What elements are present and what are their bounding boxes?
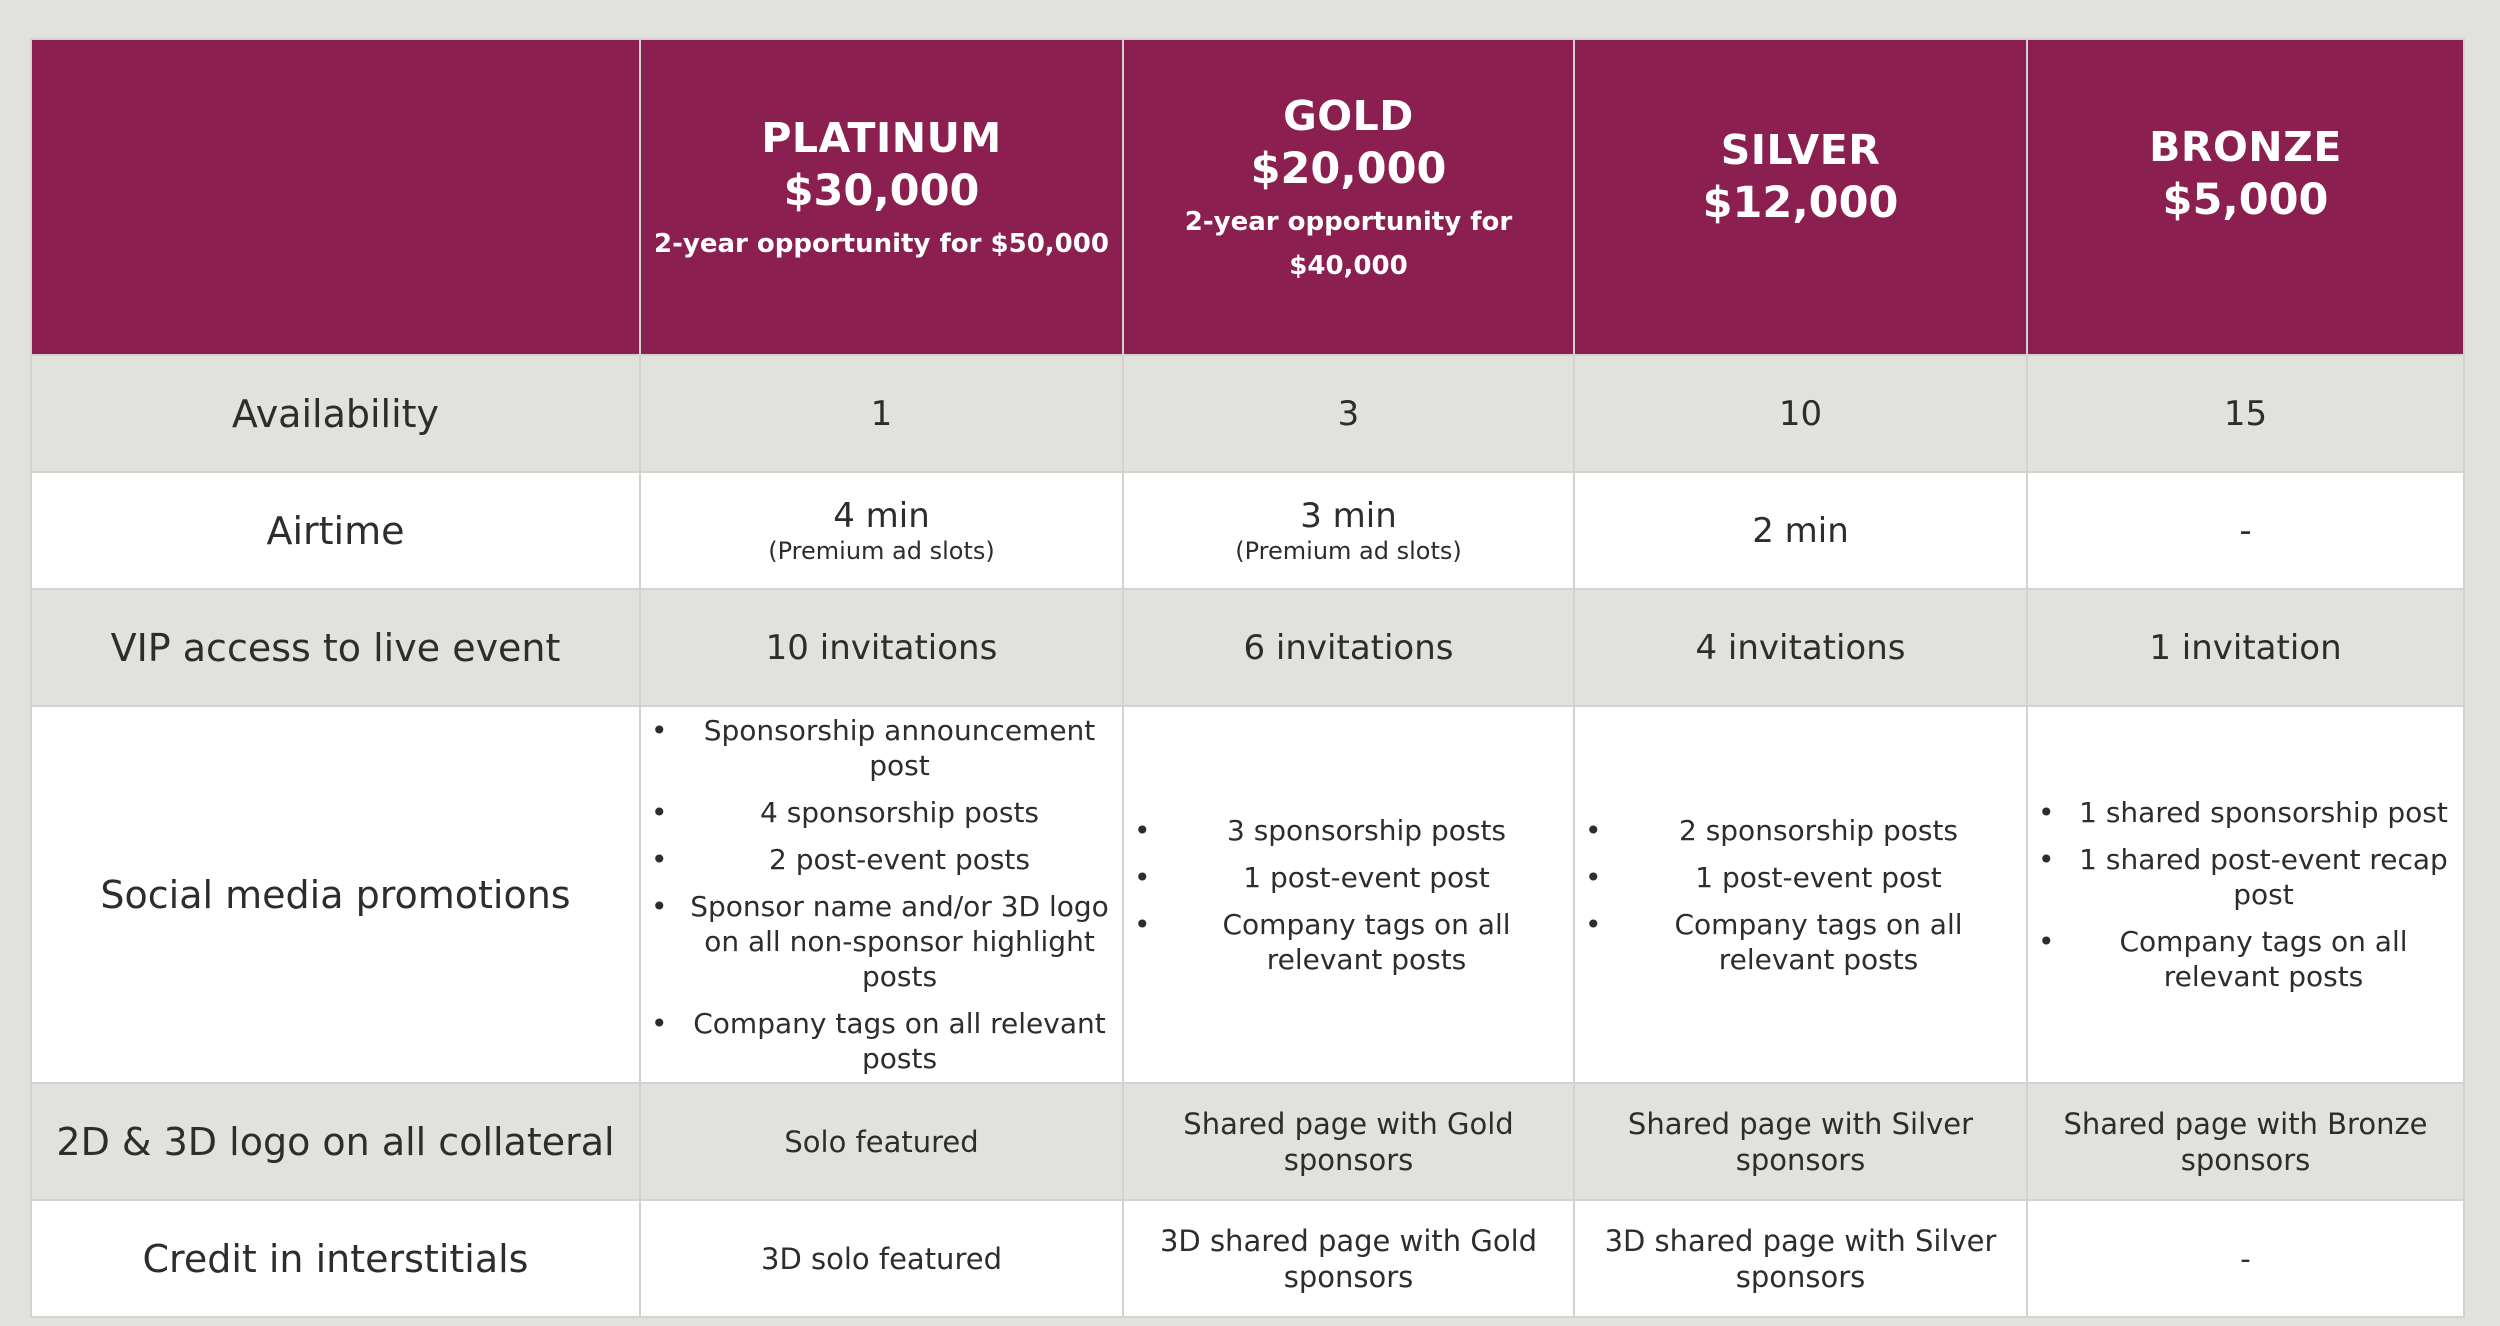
list-item-text: 2 post-event posts	[769, 843, 1030, 876]
sponsorship-tiers-table	[30, 38, 2465, 1318]
tier-name: GOLD	[1283, 92, 1414, 140]
tier-header-bronze	[2027, 39, 2464, 355]
bullet-icon: •	[2038, 843, 2055, 876]
list-item	[1130, 807, 1567, 854]
credit-bronze: -	[2027, 1200, 2464, 1317]
logo-gold: Shared page with Gold sponsors	[1123, 1083, 1574, 1200]
logo-bronze: Shared page with Bronze sponsors	[2027, 1083, 2464, 1200]
credit-platinum: 3D solo featured	[640, 1200, 1123, 1317]
tier-price: $30,000	[783, 166, 980, 216]
tier-price: $12,000	[1702, 178, 1899, 228]
logo-platinum: Solo featured	[640, 1083, 1123, 1200]
airtime-bronze: -	[2027, 472, 2464, 589]
tier-header-row	[31, 39, 2464, 355]
social-platinum	[640, 706, 1123, 1083]
bullet-icon: •	[2038, 796, 2055, 829]
list-item	[1130, 901, 1567, 983]
list-item	[647, 883, 1116, 1000]
list-item-text: Company tags on all relevant posts	[2119, 925, 2408, 993]
list-item	[647, 1000, 1116, 1082]
bullet-icon: •	[651, 1007, 668, 1040]
airtime-note: (Premium ad slots)	[1235, 536, 1462, 565]
list-item	[2034, 918, 2457, 1000]
tier-header-gold	[1123, 39, 1574, 355]
list-item	[1581, 854, 2020, 901]
tier-price: $20,000	[1250, 144, 1447, 194]
social-bronze	[2027, 706, 2464, 1083]
list-item-text: 2 sponsorship posts	[1678, 813, 1959, 847]
tier-name: PLATINUM	[761, 114, 1002, 162]
tier-header-silver	[1574, 39, 2027, 355]
bullet-icon: •	[651, 843, 668, 876]
credit-gold: 3D shared page with Gold sponsors	[1123, 1200, 1574, 1317]
list-item	[647, 789, 1116, 836]
list-item-text: Company tags on all relevant posts	[1674, 907, 1963, 976]
list-item-text: Sponsorship announcement post	[703, 714, 1096, 782]
bullet-icon: •	[1585, 907, 1602, 941]
list-item-text: Sponsor name and/or 3D logo on all non-sponsor highlight posts	[690, 890, 1109, 993]
tier-note: 2-year opportunity for $50,000	[654, 229, 1109, 259]
bullet-icon: •	[1134, 860, 1151, 894]
row-label: VIP access to live event	[31, 589, 640, 706]
list-item-text: Company tags on all relevant posts	[693, 1007, 1106, 1075]
social-gold	[1123, 706, 1574, 1083]
bullet-icon: •	[1585, 813, 1602, 847]
tier-note: 2-year opportunity for $40,000	[1184, 207, 1513, 281]
bullet-icon: •	[2038, 925, 2055, 958]
bullet-list	[1130, 807, 1567, 983]
row-label: Social media promotions	[31, 706, 640, 1083]
row-label: Availability	[31, 355, 640, 472]
list-item	[1581, 901, 2020, 983]
availability-gold: 3	[1123, 355, 1574, 472]
list-item-text: 1 post-event post	[1695, 860, 1942, 894]
list-item	[647, 836, 1116, 883]
availability-silver: 10	[1574, 355, 2027, 472]
list-item-text: 1 shared sponsorship post	[2079, 796, 2448, 829]
list-item	[1130, 854, 1567, 901]
list-item-text: 3 sponsorship posts	[1226, 813, 1507, 847]
bullet-icon: •	[651, 714, 668, 747]
bullet-icon: •	[1585, 860, 1602, 894]
tier-name: SILVER	[1720, 126, 1881, 174]
list-item-text: Company tags on all relevant posts	[1222, 907, 1511, 976]
list-item-text: 4 sponsorship posts	[759, 796, 1040, 829]
airtime-silver: 2 min	[1574, 472, 2027, 589]
availability-bronze: 15	[2027, 355, 2464, 472]
row-label: Airtime	[31, 472, 640, 589]
tier-header-platinum	[640, 39, 1123, 355]
availability-platinum: 1	[640, 355, 1123, 472]
list-item	[1581, 807, 2020, 854]
airtime-note: (Premium ad slots)	[768, 536, 995, 565]
bullet-icon: •	[651, 796, 668, 829]
logo-collateral-row	[31, 1083, 2464, 1200]
bullet-icon: •	[651, 890, 668, 923]
social-media-row	[31, 706, 2464, 1083]
bullet-list	[1581, 807, 2020, 983]
vip-bronze: 1 invitation	[2027, 589, 2464, 706]
airtime-gold	[1123, 472, 1574, 589]
list-item	[647, 707, 1116, 789]
tier-price: $5,000	[2162, 175, 2329, 225]
header-corner-cell	[31, 39, 640, 355]
vip-platinum: 10 invitations	[640, 589, 1123, 706]
vip-silver: 4 invitations	[1574, 589, 2027, 706]
bullet-list	[2034, 789, 2457, 1000]
tier-name: BRONZE	[2149, 123, 2342, 171]
list-item	[2034, 789, 2457, 836]
social-silver	[1574, 706, 2027, 1083]
list-item-text: 1 shared post-event recap post	[2079, 843, 2448, 911]
availability-row	[31, 355, 2464, 472]
bullet-list	[647, 707, 1116, 1082]
airtime-platinum	[640, 472, 1123, 589]
vip-gold: 6 invitations	[1123, 589, 1574, 706]
airtime-row	[31, 472, 2464, 589]
vip-access-row	[31, 589, 2464, 706]
row-label: 2D & 3D logo on all collateral	[31, 1083, 640, 1200]
bullet-icon: •	[1134, 813, 1151, 847]
airtime-value: 4 min	[833, 495, 930, 536]
airtime-value: 3 min	[1300, 495, 1397, 536]
bullet-icon: •	[1134, 907, 1151, 941]
logo-silver: Shared page with Silver sponsors	[1574, 1083, 2027, 1200]
list-item	[2034, 836, 2457, 918]
row-label: Credit in interstitials	[31, 1200, 640, 1317]
list-item-text: 1 post-event post	[1243, 860, 1490, 894]
credit-silver: 3D shared page with Silver sponsors	[1574, 1200, 2027, 1317]
credit-interstitials-row	[31, 1200, 2464, 1317]
